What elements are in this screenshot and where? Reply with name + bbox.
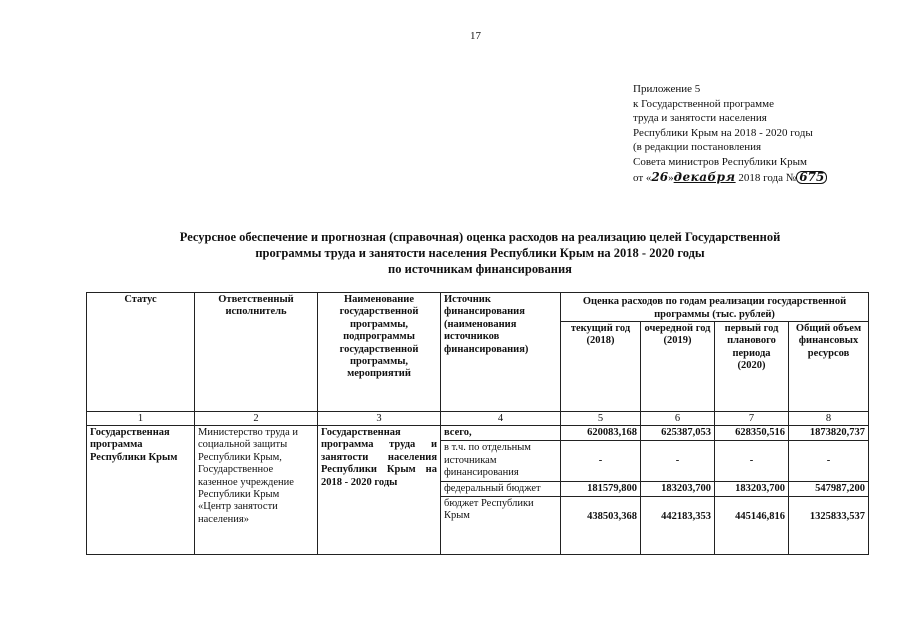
source-cell: федеральный бюджет xyxy=(441,481,561,496)
value-total: 547987,200 xyxy=(789,481,869,496)
column-number: 5 xyxy=(561,412,641,426)
value-2019: 442183,353 xyxy=(641,497,715,555)
title-line: программы труда и занятости населения Республики Крым на 2018 - 2020 годы xyxy=(255,246,705,260)
header-source: Источник финансирования (наименования источников финансирования) xyxy=(441,293,561,412)
header-status: Статус xyxy=(87,293,195,412)
title-line: Ресурсное обеспечение и прогнозная (справочная) оценка расходов на реализацию целей Государственной xyxy=(179,230,781,244)
annex-line: Совета министров Республики Крым xyxy=(633,155,807,168)
page-number: 17 xyxy=(470,30,481,42)
value-2018: - xyxy=(561,441,641,481)
annex-line: Республики Крым на 2018 - 2020 годы xyxy=(633,126,813,139)
value-2020: - xyxy=(715,441,789,481)
column-number: 6 xyxy=(641,412,715,426)
column-number: 8 xyxy=(789,412,869,426)
status-cell: Государственная программа Республики Крым xyxy=(87,426,195,555)
column-number: 4 xyxy=(441,412,561,426)
table-row xyxy=(87,426,869,441)
header-first-plan-year: первый год планового периода (2020) xyxy=(715,322,789,412)
source-cell: всего, xyxy=(441,426,561,441)
header-program-name: Наименование государственной программы, подпрограммы государственной программы, мероприятий xyxy=(318,293,441,412)
column-number: 2 xyxy=(195,412,318,426)
value-2018: 438503,368 xyxy=(561,497,641,555)
header-estimate-group: Оценка расходов по годам реализации государственной программы (тыс. рублей) xyxy=(561,293,869,322)
header-next-year: очередной год (2019) xyxy=(641,322,715,412)
value-2018: 181579,800 xyxy=(561,481,641,496)
value-2019: 625387,053 xyxy=(641,426,715,441)
annex-header xyxy=(633,82,893,185)
value-total: 1325833,537 xyxy=(789,497,869,555)
annex-date-line xyxy=(633,170,893,186)
handwritten-order-number: 675 xyxy=(796,171,827,184)
header-current-year: текущий год (2018) xyxy=(561,322,641,412)
annex-line: Приложение 5 xyxy=(633,83,701,95)
program-name-cell: Государственная программа труда и занятости населения Республики Крым на 2018 - 2020 годы xyxy=(318,426,441,555)
annex-line: (в редакции постановления xyxy=(633,141,762,154)
value-2020: 183203,700 xyxy=(715,481,789,496)
value-2019: 183203,700 xyxy=(641,481,715,496)
column-number-row xyxy=(87,412,869,426)
annex-line: к Государственной программе xyxy=(633,97,774,110)
header-total: Общий объем финансовых ресурсов xyxy=(789,322,869,412)
date-prefix: от « xyxy=(633,171,652,184)
value-2020: 628350,516 xyxy=(715,426,789,441)
value-2019: - xyxy=(641,441,715,481)
value-total: - xyxy=(789,441,869,481)
finance-table xyxy=(86,292,869,555)
title-line: по источникам финансирования xyxy=(388,262,572,276)
executor-cell: Министерство труда и социальной защиты Республики Крым, Государственное казенное учреждение Республики Крым «Центр занятости населения» xyxy=(195,426,318,555)
annex-line: труда и занятости населения xyxy=(633,112,767,125)
handwritten-month: декабря xyxy=(673,169,736,184)
date-sep: » xyxy=(668,171,674,184)
date-middle: 2018 года № xyxy=(735,171,797,184)
value-2020: 445146,816 xyxy=(715,497,789,555)
value-total: 1873820,737 xyxy=(789,426,869,441)
handwritten-day: 26 xyxy=(651,169,669,184)
column-number: 3 xyxy=(318,412,441,426)
header-executor: Ответственный исполнитель xyxy=(195,293,318,412)
document-title xyxy=(90,229,870,277)
column-number: 1 xyxy=(87,412,195,426)
source-cell: в т.ч. по отдельным источникам финансирования xyxy=(441,441,561,481)
header-row xyxy=(87,293,869,322)
column-number: 7 xyxy=(715,412,789,426)
source-cell: бюджет Республики Крым xyxy=(441,497,561,555)
value-2018: 620083,168 xyxy=(561,426,641,441)
